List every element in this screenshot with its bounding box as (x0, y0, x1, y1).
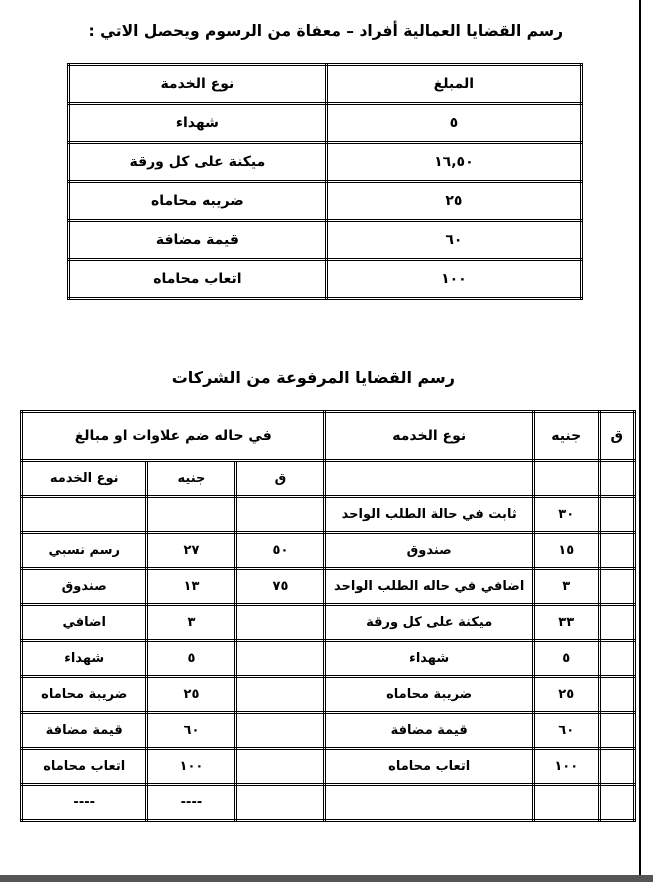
table-row (22, 605, 635, 641)
amount-cell: ١٠٠ (326, 260, 581, 299)
service-cell: اتعاب محاماه (69, 260, 327, 299)
addition-piaster-cell (236, 497, 325, 533)
section2-title: رسم القضايا المرفوعة من الشركات (171, 368, 455, 387)
subheader-service-type: نوع الخدمه (22, 461, 147, 497)
piaster-cell (599, 569, 634, 605)
table-subheader-row (22, 461, 635, 497)
addition-piaster-cell (236, 749, 325, 785)
pound-cell: ٣ (533, 569, 599, 605)
empty-cell (599, 461, 634, 497)
service-cell: قيمة مضافة (69, 221, 327, 260)
amount-cell: ١٦,٥٠ (326, 143, 581, 182)
service-cell: ميكنة على كل ورقة (325, 605, 533, 641)
addition-piaster-cell (236, 785, 325, 821)
service-cell: شهداء (69, 104, 327, 143)
header-service-type: نوع الخدمه (325, 412, 533, 461)
table-row (22, 677, 635, 713)
header-piaster: ق (599, 412, 634, 461)
service-cell: شهداء (325, 641, 533, 677)
addition-service-cell (22, 497, 147, 533)
amount-cell: ٥ (326, 104, 581, 143)
addition-service-cell: قيمة مضافة (22, 713, 147, 749)
section1-title: رسم القضايا العمالية أفراد – معفاة من الرسوم ويحصل الاتي : (88, 22, 563, 40)
addition-service-cell: ---- (22, 785, 147, 821)
table-row (69, 182, 582, 221)
addition-pound-cell: ٦٠ (147, 713, 236, 749)
piaster-cell (599, 749, 634, 785)
table-row (22, 785, 635, 821)
addition-service-cell: اتعاب محاماه (22, 749, 147, 785)
amount-cell: ٦٠ (326, 221, 581, 260)
table-row (69, 104, 582, 143)
table-row (22, 749, 635, 785)
table-row (22, 533, 635, 569)
service-cell: ضريبه محاماه (69, 182, 327, 221)
addition-service-cell: ضريبة محاماه (22, 677, 147, 713)
service-cell: اتعاب محاماه (325, 749, 533, 785)
page-bottom-shadow (0, 875, 653, 882)
empty-cell (533, 461, 599, 497)
addition-pound-cell: ---- (147, 785, 236, 821)
addition-piaster-cell (236, 605, 325, 641)
service-cell: قيمة مضافة (325, 713, 533, 749)
table-row (22, 569, 635, 605)
addition-piaster-cell: ٧٥ (236, 569, 325, 605)
individual-cases-fees-table (67, 63, 583, 300)
pound-cell: ٦٠ (533, 713, 599, 749)
addition-pound-cell: ٥ (147, 641, 236, 677)
pound-cell: ٢٥ (533, 677, 599, 713)
table-row (22, 641, 635, 677)
table-row (22, 713, 635, 749)
service-cell: ضريبة محاماه (325, 677, 533, 713)
header-service-type: نوع الخدمة (69, 65, 327, 104)
pound-cell: ١٥ (533, 533, 599, 569)
pound-cell: ٥ (533, 641, 599, 677)
addition-pound-cell: ١٠٠ (147, 749, 236, 785)
pound-cell: ٣٠ (533, 497, 599, 533)
table-row (22, 497, 635, 533)
pound-cell (533, 785, 599, 821)
piaster-cell (599, 713, 634, 749)
header-amount: المبلغ (326, 65, 581, 104)
piaster-cell (599, 641, 634, 677)
pound-cell: ٣٣ (533, 605, 599, 641)
piaster-cell (599, 533, 634, 569)
service-cell (325, 785, 533, 821)
addition-piaster-cell (236, 677, 325, 713)
addition-pound-cell: ٢٧ (147, 533, 236, 569)
addition-piaster-cell: ٥٠ (236, 533, 325, 569)
table-header-row (22, 412, 635, 461)
service-cell: اضافي في حاله الطلب الواحد (325, 569, 533, 605)
piaster-cell (599, 677, 634, 713)
table-header-row (69, 65, 582, 104)
table-row (69, 260, 582, 299)
addition-pound-cell (147, 497, 236, 533)
addition-piaster-cell (236, 713, 325, 749)
pound-cell: ١٠٠ (533, 749, 599, 785)
addition-service-cell: اضافي (22, 605, 147, 641)
addition-pound-cell: ١٣ (147, 569, 236, 605)
company-cases-fees-table (20, 410, 636, 822)
addition-service-cell: شهداء (22, 641, 147, 677)
empty-cell (325, 461, 533, 497)
header-pound: جنيه (533, 412, 599, 461)
piaster-cell (599, 785, 634, 821)
addition-service-cell: رسم نسبي (22, 533, 147, 569)
header-additions: في حاله ضم علاوات او مبالغ (22, 412, 325, 461)
service-cell: صندوق (325, 533, 533, 569)
table-row (69, 221, 582, 260)
addition-pound-cell: ٣ (147, 605, 236, 641)
addition-piaster-cell (236, 641, 325, 677)
subheader-pound: جنيه (147, 461, 236, 497)
addition-service-cell: صندوق (22, 569, 147, 605)
addition-pound-cell: ٢٥ (147, 677, 236, 713)
piaster-cell (599, 497, 634, 533)
subheader-piaster: ق (236, 461, 325, 497)
amount-cell: ٢٥ (326, 182, 581, 221)
table-row (69, 143, 582, 182)
piaster-cell (599, 605, 634, 641)
service-cell: ثابت في حالة الطلب الواحد (325, 497, 533, 533)
service-cell: ميكنة على كل ورقة (69, 143, 327, 182)
